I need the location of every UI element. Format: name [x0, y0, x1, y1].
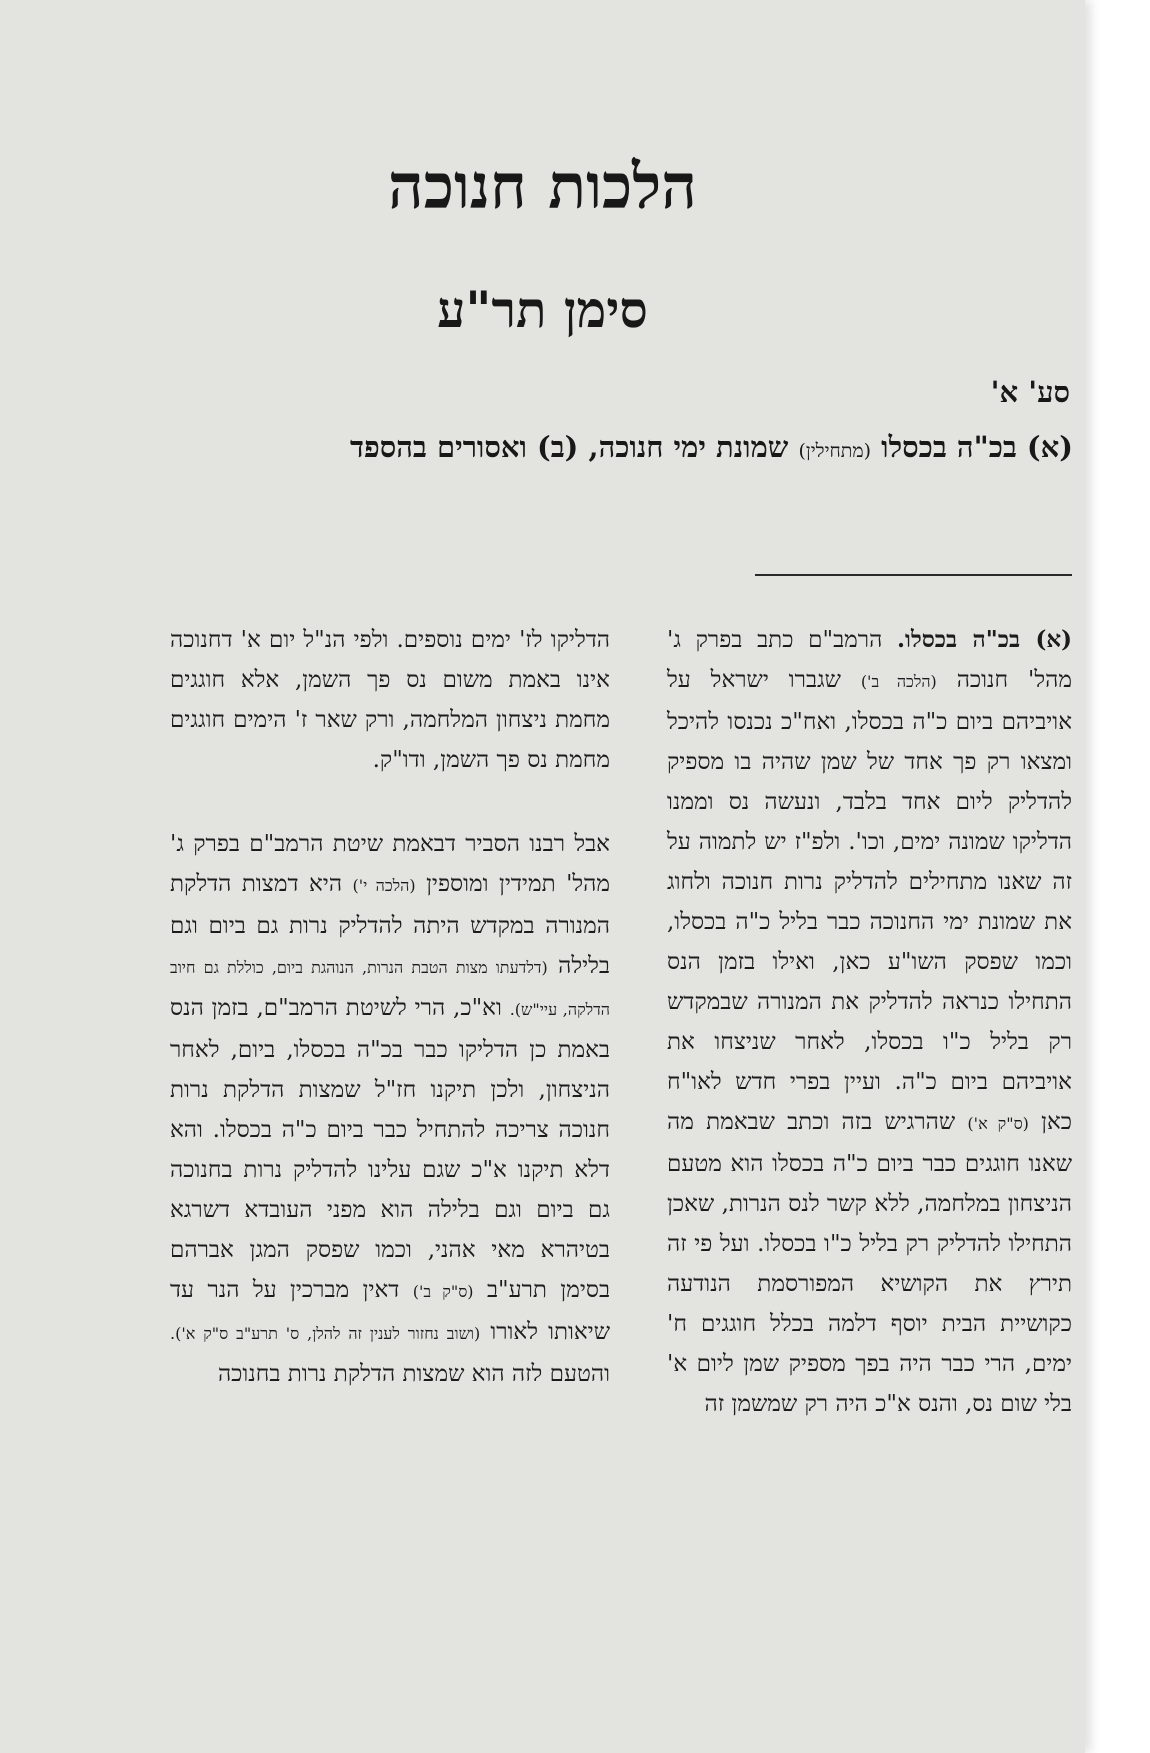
commentary-citation: (ס"ק א')	[967, 1114, 1029, 1133]
main-text-part2: שמונת ימי חנוכה, (ב) ואסורים בהספד	[350, 430, 789, 464]
commentary-text: אבל רבנו הסביר דבאמת שיטת הרמב"ם בפרק ג' מהל' תמידין ומוספין	[170, 831, 611, 897]
commentary-citation: (ושוב נחזור לענין זה להלן, ס' תרע"ב ס"ק א').	[170, 1324, 481, 1343]
commentary-paragraph	[667, 620, 1072, 1424]
commentary-paragraph	[170, 824, 610, 1394]
main-text	[13, 430, 1073, 465]
main-text-paren: (מתחילין)	[798, 440, 872, 462]
seif-heading: סע' א'	[990, 375, 1070, 409]
main-text-part1: (א) בכ"ה בכסלו	[881, 430, 1073, 464]
commentary-text: שהרגיש בזה וכתב שבאמת מה שאנו חוגגים כבר ביום כ"ה בכסלו הוא מטעם הניצחון במלחמה, ללא קשר לנס הנרות, שאכן התחילו להדליק רק בליל כ"ו בכסלו. ועל פי זה תירץ את הקושיא המפורסמת הנודעה כקושיית הבית יוסף דלמה בכלל חוגגים ח' ימים, הרי כבר היה בפך מספיק שמן ליום א' בלי שום נס, והנס א"כ היה רק שמשמן זה	[667, 1109, 1072, 1417]
commentary-paragraph: הדליקו לז' ימים נוספים. ולפי הנ"ל יום א' דחנוכה אינו באמת משום נס פך השמן, אלא חוגגים מחמת ניצחון המלחמה, ורק שאר ז' הימים חוגגים מחמת נס פך השמן, ודו"ק.	[170, 627, 610, 773]
commentary-text: והטעם לזה הוא שמצות הדלקת נרות בחנוכה	[217, 1361, 610, 1387]
commentary-text: היא דמצות הדלקת המנורה במקדש היתה להדליק נרות גם ביום וגם בלילה	[170, 871, 611, 979]
commentary-column-left	[170, 620, 610, 1394]
page-title: הלכות חנוכה	[388, 150, 697, 223]
commentary-column-right	[667, 620, 1072, 1424]
commentary-text: דאין מברכין על הנר עד שיאותו לאורו	[170, 1277, 610, 1345]
commentary-citation: (הלכה ב')	[860, 672, 937, 691]
commentary-text: הרמב"ם כתב בפרק ג' מהל' חנוכה	[667, 627, 1072, 693]
commentary-citation: (הלכה י')	[352, 876, 416, 895]
commentary-citation: (ס"ק ב')	[412, 1282, 474, 1301]
commentary-text: וא"כ, הרי לשיטת הרמב"ם, בזמן הנס באמת כן הדליקו כבר בכ"ה בכסלו, ביום, לאחר הניצחון, ולכן תיקנו חז"ל שמצות הדלקת נרות חנוכה צריכה להתחיל כבר ביום כ"ה בכסלו. והא דלא תיקנו א"כ שגם עלינו להדליק נרות בחנוכה גם ביום וגם בלילה הוא מפני העובדא דשרגא בטיהרא מאי אהני, וכמו שפסק המגן אברהם בסימן תרע"ב	[170, 995, 611, 1303]
commentary-text: שגברו ישראל על אויביהם ביום כ"ה בכסלו, ואח"כ נכנסו להיכל ומצאו רק פך אחד של שמן שהיה בו מספיק להדליק ליום אחד בלבד, ונעשה נס וממנו הדליקו שמונה ימים, וכו'. ולפ"ז יש לתמוה על זה שאנו מתחילים להדליק נרות חנוכה ולחוג את שמונת ימי החנוכה כבר בליל כ"ה בכסלו, וכמו שפסק השו"ע כאן, ואילו בזמן הנס התחילו כנראה להדליק את המנורה שבמקדש רק בליל כ"ו בכסלו, לאחר שניצחו את אויביהם ביום כ"ה. ועיין בפרי חדש לאו"ח כאן	[667, 667, 1073, 1135]
commentary-lead: (א) בכ"ה בכסלו.	[897, 626, 1072, 653]
section-title: סימן תר"ע	[437, 280, 648, 339]
commentary-citation: (דלדעתו מצות הטבת הנרות, הנוהגת ביום, כוללת גם חיוב הדלקה, עיי"ש).	[170, 958, 611, 1019]
divider-rule	[755, 574, 1072, 576]
